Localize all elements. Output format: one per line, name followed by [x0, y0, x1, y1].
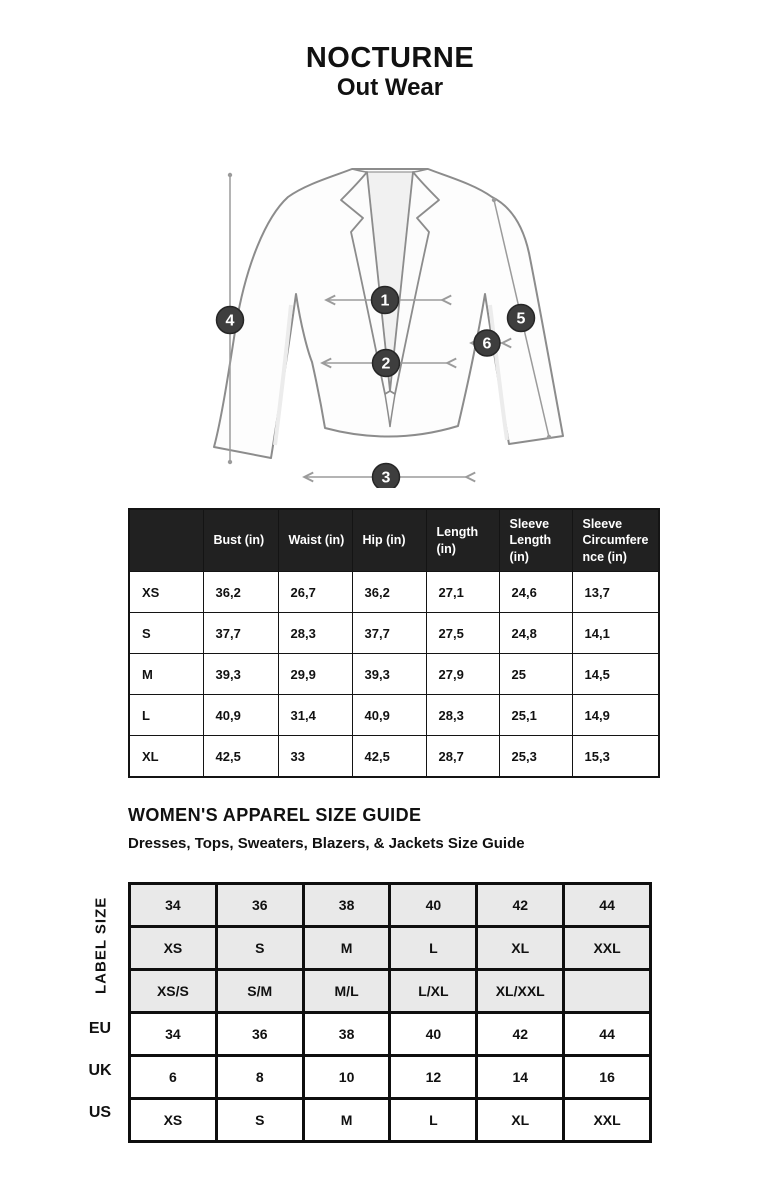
column-header-cell: Waist (in) [278, 509, 352, 572]
brand-header [0, 42, 780, 102]
size-guide-cell: XL [477, 1099, 564, 1142]
size-guide-cell: 42 [477, 1013, 564, 1056]
measurement-row [129, 613, 659, 654]
measurement-value-cell: 42,5 [203, 736, 278, 778]
marker-3-label: 3 [381, 469, 391, 487]
measurement-value-cell: 26,7 [278, 572, 352, 613]
measurement-table [128, 508, 660, 778]
size-guide-cell: 8 [216, 1056, 303, 1099]
size-guide-cell: 42 [477, 884, 564, 927]
measurement-value-cell: 29,9 [278, 654, 352, 695]
measurement-value-cell: 28,7 [426, 736, 499, 778]
row-label-us: US [88, 1104, 112, 1121]
column-header-cell: Hip (in) [352, 509, 426, 572]
size-guide-table-body [130, 884, 651, 1142]
measurement-value-cell: 39,3 [352, 654, 426, 695]
measurement-value-cell: 25,3 [499, 736, 572, 778]
column-header-cell: Sleeve Length (in) [499, 509, 572, 572]
size-guide-cell: 44 [564, 884, 651, 927]
marker-4-length [217, 307, 244, 334]
measurement-row [129, 572, 659, 613]
measurement-value-cell: 27,5 [426, 613, 499, 654]
measurement-value-cell: 31,4 [278, 695, 352, 736]
size-guide-row [130, 1056, 651, 1099]
measurement-value-cell: 40,9 [352, 695, 426, 736]
size-guide-title: WOMEN'S APPAREL SIZE GUIDE [128, 805, 422, 825]
size-guide-cell: XL/XXL [477, 970, 564, 1013]
measurement-value-cell: 42,5 [352, 736, 426, 778]
measurement-table-body [129, 572, 659, 778]
size-guide-cell: S/M [216, 970, 303, 1013]
measurement-row [129, 695, 659, 736]
measurement-value-cell: 33 [278, 736, 352, 778]
measurement-value-cell: 36,2 [203, 572, 278, 613]
row-label-uk: UK [88, 1062, 112, 1079]
size-guide-row [130, 970, 651, 1013]
size-guide-row [130, 1099, 651, 1142]
size-guide-row [130, 927, 651, 970]
measurement-value-cell: 37,7 [352, 613, 426, 654]
measurement-value-cell: 25 [499, 654, 572, 695]
size-guide-cell: XXL [564, 1099, 651, 1142]
size-guide-cell: XS [130, 1099, 217, 1142]
size-guide-cell: XS/S [130, 970, 217, 1013]
size-guide-cell: L [390, 1099, 477, 1142]
measurement-value-cell: 24,6 [499, 572, 572, 613]
measurement-row [129, 654, 659, 695]
size-label-cell: M [129, 654, 203, 695]
measurement-value-cell: 27,1 [426, 572, 499, 613]
size-guide-cell: 38 [303, 884, 390, 927]
measurement-row [129, 736, 659, 778]
corner-header-cell [129, 509, 203, 572]
size-guide-cell: 36 [216, 1013, 303, 1056]
size-guide-cell: M/L [303, 970, 390, 1013]
size-guide-table [128, 882, 652, 1143]
size-guide-cell: XXL [564, 927, 651, 970]
marker-5-label: 5 [516, 310, 526, 328]
measurement-value-cell: 36,2 [352, 572, 426, 613]
size-guide-cell: L/XL [390, 970, 477, 1013]
size-guide-cell: 34 [130, 884, 217, 927]
size-guide-cell [564, 970, 651, 1013]
measurement-value-cell: 27,9 [426, 654, 499, 695]
size-guide-cell: 40 [390, 884, 477, 927]
size-guide-cell: S [216, 1099, 303, 1142]
size-guide-cell: 36 [216, 884, 303, 927]
measurement-value-cell: 13,7 [572, 572, 659, 613]
size-guide-cell: 38 [303, 1013, 390, 1056]
size-guide-cell: XL [477, 927, 564, 970]
brand-subtitle: Out Wear [336, 74, 444, 102]
measurement-value-cell: 24,8 [499, 613, 572, 654]
marker-1-bust [372, 287, 399, 314]
size-guide-cell: S [216, 927, 303, 970]
size-guide-cell: 16 [564, 1056, 651, 1099]
size-guide-cell: 34 [130, 1013, 217, 1056]
measurement-value-cell: 40,9 [203, 695, 278, 736]
measurement-value-cell: 14,9 [572, 695, 659, 736]
measurement-value-cell: 14,5 [572, 654, 659, 695]
marker-2-waist [373, 350, 400, 377]
size-guide-cell: L [390, 927, 477, 970]
measurement-value-cell: 39,3 [203, 654, 278, 695]
column-header-cell: Length (in) [426, 509, 499, 572]
marker-6-sleeve-circumference [474, 330, 500, 356]
column-header-cell: Bust (in) [203, 509, 278, 572]
column-header-cell: Sleeve Circumference (in) [572, 509, 659, 572]
marker-5-sleeve-length [508, 305, 535, 332]
marker-2-label: 2 [381, 355, 391, 373]
row-label-eu: EU [88, 1020, 112, 1037]
measurement-value-cell: 28,3 [426, 695, 499, 736]
brand-name: NOCTURNE [305, 42, 475, 74]
size-guide-row [130, 884, 651, 927]
size-guide-row [130, 1013, 651, 1056]
jacket-measurement-diagram [170, 152, 610, 488]
size-guide-cell: 44 [564, 1013, 651, 1056]
marker-1-label: 1 [380, 292, 390, 310]
marker-3-hip [373, 464, 400, 489]
size-guide-cell: M [303, 927, 390, 970]
marker-6-label: 6 [482, 335, 492, 353]
size-guide-cell: 10 [303, 1056, 390, 1099]
size-guide-subtitle: Dresses, Tops, Sweaters, Blazers, & Jackets Size Guide [128, 835, 525, 852]
size-label-cell: XS [129, 572, 203, 613]
measurement-value-cell: 14,1 [572, 613, 659, 654]
measurement-table-header [129, 509, 659, 572]
measurement-value-cell: 25,1 [499, 695, 572, 736]
label-size-caption: LABEL SIZE [92, 896, 110, 994]
size-guide-cell: M [303, 1099, 390, 1142]
size-guide-cell: XS [130, 927, 217, 970]
marker-4-label: 4 [225, 312, 235, 330]
size-guide-cell: 40 [390, 1013, 477, 1056]
measurement-value-cell: 15,3 [572, 736, 659, 778]
size-label-cell: S [129, 613, 203, 654]
size-guide-cell: 14 [477, 1056, 564, 1099]
size-guide-cell: 12 [390, 1056, 477, 1099]
size-label-cell: XL [129, 736, 203, 778]
size-guide-cell: 6 [130, 1056, 217, 1099]
measurement-value-cell: 28,3 [278, 613, 352, 654]
measurement-value-cell: 37,7 [203, 613, 278, 654]
size-label-cell: L [129, 695, 203, 736]
